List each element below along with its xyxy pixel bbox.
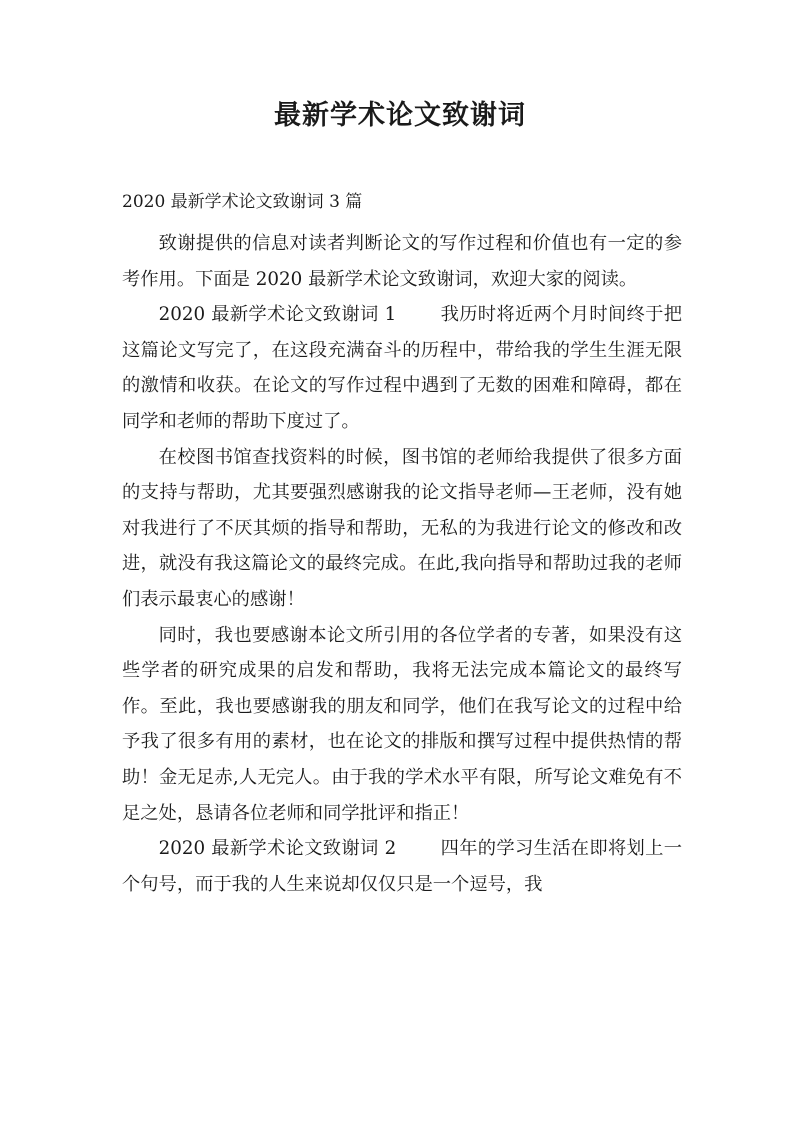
section-1-paragraph [122, 297, 682, 439]
document-subtitle: 2020 最新学术论文致谢词 3 篇 [122, 192, 363, 212]
paragraph-2: 在校图书馆查找资料的时候，图书馆的老师给我提供了很多方面的支持与帮助，尤其要强烈感谢我的论文指导老师—王老师，没有她对我进行了不厌其烦的指导和帮助，无私的为我进行论文的修改和改进，就没有我这篇论文的最终完成。在此,我向指导和帮助过我的老师们表示最衷心的感谢！ [122, 446, 682, 610]
section-2-paragraph [122, 831, 682, 902]
section-2-text: 四年的学习生活在即将划上一个句号，而于我的人生来说却仅仅只是一个逗号，我 [122, 838, 682, 895]
section-1-heading: 2020 最新学术论文致谢词 1 [158, 304, 397, 326]
document-title: 最新学术论文致谢词 [274, 100, 526, 131]
paragraph-3: 同时，我也要感谢本论文所引用的各位学者的专著，如果没有这些学者的研究成果的启发和帮助，我将无法完成本篇论文的最终写作。至此，我也要感谢我的朋友和同学，他们在我写论文的过程中给予我了很多有用的素材，也在论文的排版和撰写过程中提供热情的帮助！金无足赤,人无完人。由于我的学术水平有限，所写论文难免有不足之处，恳请各位老师和同学批评和指正！ [122, 624, 682, 824]
section-1-text: 我历时将近两个月时间终于把这篇论文写完了，在这段充满奋斗的历程中，带给我的学生生涯无限的激情和收获。在论文的写作过程中遇到了无数的困难和障碍，都在同学和老师的帮助下度过了。 [122, 304, 682, 432]
section-2-heading: 2020 最新学术论文致谢词 2 [158, 838, 397, 860]
intro-paragraph: 致谢提供的信息对读者判断论文的写作过程和价值也有一定的参考作用。下面是 2020 最新学术论文致谢词，欢迎大家的阅读。 [122, 233, 682, 290]
document-body [122, 226, 682, 902]
